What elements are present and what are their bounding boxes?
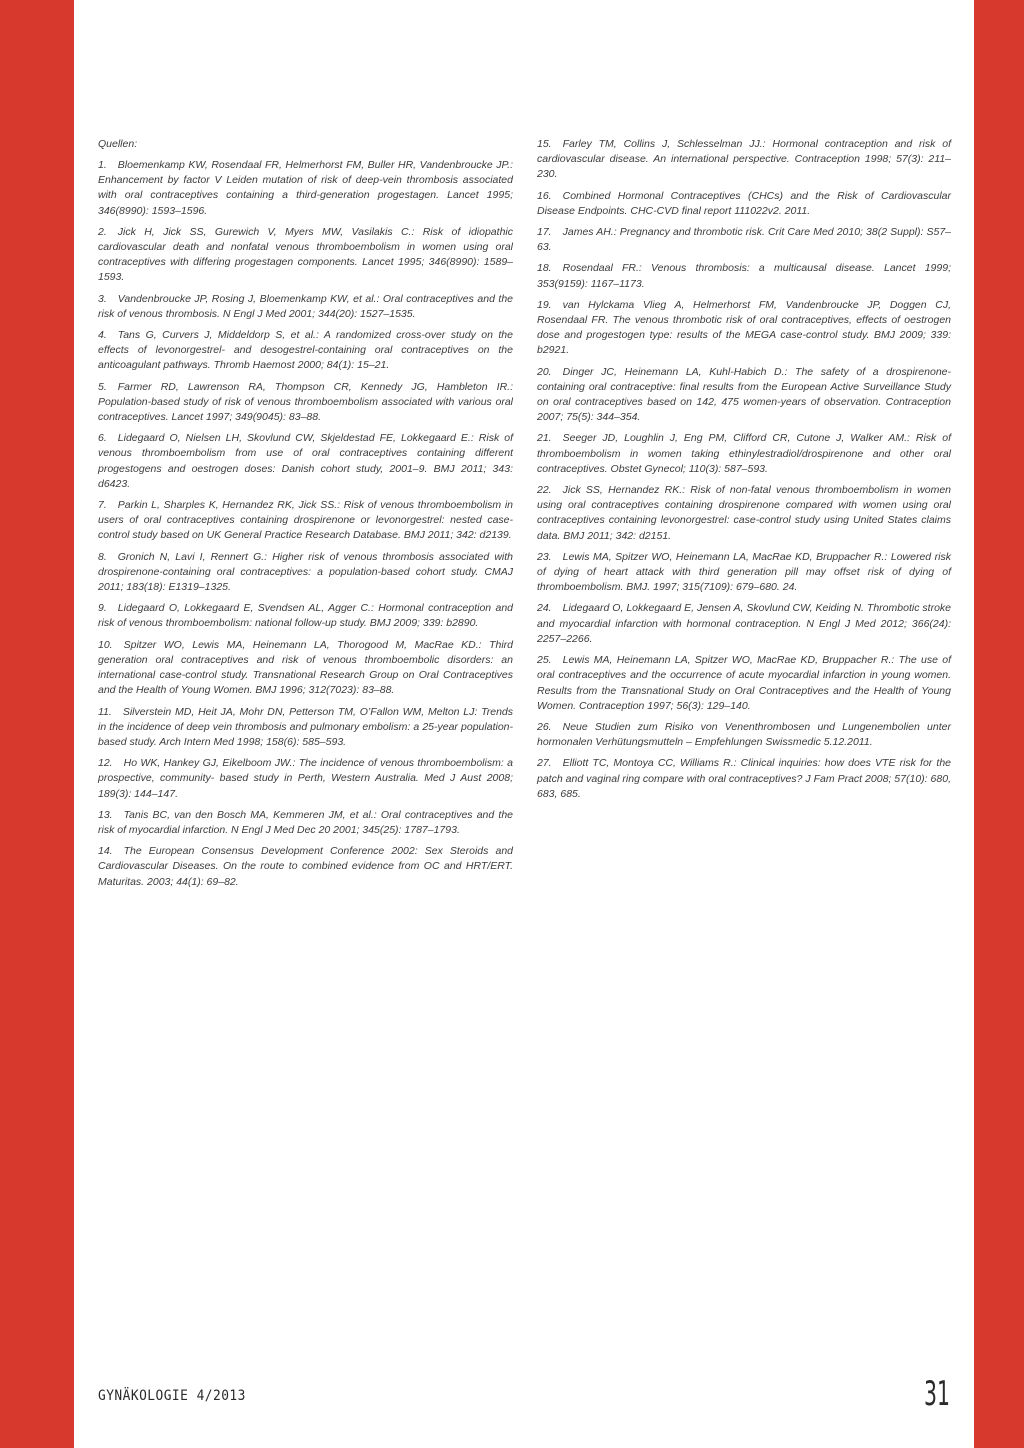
reference-item [537,720,951,750]
reference-number: 9. [98,602,107,615]
reference-item [98,292,513,322]
references-column-left [98,137,513,896]
reference-number: 14. [98,845,113,858]
reference-text: Lidegaard O, Lokkegaard E, Svendsen AL, Agger C.: Hormonal contraception and risk of venous thromboembolism: national follow-up study. BMJ 2009; 339: b2890. [98,602,513,630]
reference-number: 10. [98,638,113,651]
reference-text: Tans G, Curvers J, Middeldorp S, et al.: A randomized cross-over study on the effects of levonorgestrel- and desogestrel-containing oral contraceptives on the anticoagulant pathways. Thromb Haemost 2000; 84(1): 15–21. [98,329,513,372]
reference-number: 22. [537,484,552,497]
reference-item [98,380,513,426]
reference-item [537,431,951,477]
reference-text: Jick SS, Hernandez RK.: Risk of non-fatal venous thromboembolism in women using oral contraceptives containing drospirenone compared with women using oral contraceptives containing levonorgestrel: case-control study using United States claims data. BMJ 2011; 342: d2151. [537,484,951,542]
reference-text: Gronich N, Lavi I, Rennert G.: Higher risk of venous thrombosis associated with drospirenone-containing oral contraceptives: a population-based cohort study. CMAJ 2011; 183(18): E1319–1325. [98,550,513,594]
reference-text: Rosendaal FR.: Venous thrombosis: a multicausal disease. Lancet 1999; 353(9159): 1167–1173. [537,262,951,290]
reference-number: 26. [537,720,552,733]
reference-item [537,298,951,359]
reference-text: Seeger JD, Loughlin J, Eng PM, Clifford CR, Cutone J, Walker AM.: Risk of thromboembolism in women taking ethinylestradiol/drospirenone and other oral contraceptives. Obstet Gynecol; 110(3): 587–593. [537,432,951,475]
reference-text: Farley TM, Collins J, Schlesselman JJ.: Hormonal contraception and risk of cardiovascular disease. An international perspective. Contraception 1998; 57(3): 211–230. [537,138,951,181]
reference-item [98,431,513,492]
reference-text: Lewis MA, Heinemann LA, Spitzer WO, MacRae KD, Bruppacher R.: The use of oral contraceptives and the occurrence of acute myocardial infarction in young women. Results from the Transnational Study on Oral Contraceptives and the Health of Young Women. Contraception 1997; 56(3): 129–140. [537,654,951,712]
reference-number: 4. [98,329,107,342]
reference-item [537,601,951,647]
reference-text: Elliott TC, Montoya CC, Williams R.: Clinical inquiries: how does VTE risk for the patch and vaginal ring compare with oral contraceptives? J Fam Pract 2008; 57(10): 680, 683, 685. [537,757,951,800]
left-red-margin-bar [0,0,74,1448]
reference-text: Bloemenkamp KW, Rosendaal FR, Helmerhorst FM, Buller HR, Vandenbroucke JP.: Enhancement by factor V Leiden mutation of risk of deep-vein thrombosis associated with oral contraceptives containing a third-generation progestagen. Lancet 1995; 346(8990): 1593–1596. [98,159,513,217]
reference-item [98,601,513,631]
reference-text: Parkin L, Sharples K, Hernandez RK, Jick SS.: Risk of venous thromboembolism in users of oral contraceptives containing drospirenone or levonorgestrel: nested case-control study based on UK General Practice Research Database. BMJ 2011; 342: d2139. [98,499,513,542]
reference-number: 24. [537,602,552,615]
reference-item [537,365,951,426]
reference-number: 7. [98,499,107,512]
reference-number: 13. [98,808,113,821]
reference-text: Spitzer WO, Lewis MA, Heinemann LA, Thorogood M, MacRae KD.: Third generation oral contraceptives and risk of venous thromboembolic disorders: an international case-control study. Transnational Research Group on Oral Contraceptives and the Health of Young Women. BMJ 1996; 312(7023): 83–88. [98,638,513,697]
references-column-right [537,137,951,808]
reference-item [537,261,951,291]
reference-text: Jick H, Jick SS, Gurewich V, Myers MW, Vasilakis C.: Risk of idiopathic cardiovascular death and nonfatal venous thromboembolism in women using oral contraceptives with differing progestagen components. Lancet 1995; 346(8990): 1589–1593. [98,225,513,284]
page-number: 31 [924,1374,950,1414]
reference-number: 15. [537,138,552,150]
reference-item [98,638,513,699]
reference-item [537,483,951,544]
reference-number: 27. [537,757,552,770]
right-red-margin-bar [974,0,1024,1448]
reference-list-left [98,158,513,890]
reference-item [98,705,513,751]
reference-text: Lidegaard O, Nielsen LH, Skovlund CW, Skjeldestad FE, Lokkegaard E.: Risk of venous thromboembolism from use of oral contraceptives containing different progestogens and oestrogen doses: Danish cohort study, 2001–9. BMJ 2011; 343: d6423. [98,432,513,490]
reference-text: Farmer RD, Lawrenson RA, Thompson CR, Kennedy JG, Hambleton IR.: Population-based study of risk of venous thromboembolism associated with various oral contraceptives. Lancet 1997; 349(9045): 83–88. [98,380,513,424]
reference-number: 17. [537,226,552,239]
reference-item [537,225,951,255]
reference-number: 23. [537,550,552,563]
reference-item [98,225,513,286]
reference-text: James AH.: Pregnancy and thrombotic risk. Crit Care Med 2010; 38(2 Suppl): S57–63. [537,226,951,254]
reference-item [98,808,513,838]
reference-number: 18. [537,262,552,275]
reference-number: 1. [98,159,107,171]
reference-item [98,328,513,374]
reference-text: Neue Studien zum Risiko von Venenthrombosen und Lungenembolien unter hormonalen Verhütungsmutteln – Empfehlungen Swissmedic 5.12.2011. [537,720,951,749]
reference-item [537,756,951,802]
reference-number: 19. [537,298,552,311]
reference-text: Lewis MA, Spitzer WO, Heinemann LA, MacRae KD, Bruppacher R.: Lowered risk of dying of heart attack with third generation pill may offset risk of dying of thromboembolism. BMJ. 1997; 315(7109): 679–680. 24. [537,550,951,594]
references-heading: Quellen: [98,138,138,150]
reference-number: 5. [98,380,107,393]
reference-text: The European Consensus Development Conference 2002: Sex Steroids and Cardiovascular Diseases. On the route to combined evidence from OC and HRT/ERT. Maturitas. 2003; 44(1): 69–82. [98,845,513,888]
reference-number: 25. [537,654,552,667]
reference-number: 6. [98,432,107,445]
reference-number: 8. [98,550,107,563]
reference-text: Vandenbroucke JP, Rosing J, Bloemenkamp KW, et al.: Oral contraceptives and the risk of venous thrombosis. N Engl J Med 2001; 344(20): 1527–1535. [98,292,513,320]
reference-item [537,550,951,596]
reference-item [537,137,951,183]
reference-text: Tanis BC, van den Bosch MA, Kemmeren JM, et al.: Oral contraceptives and the risk of myocardial infarction. N Engl J Med Dec 20 2001; 345(25): 1787–1793. [98,808,513,836]
reference-text: Ho WK, Hankey GJ, Eikelboom JW.: The incidence of venous thromboembolism: a prospective, community- based study in Perth, Western Australia. Med J Aust 2008; 189(3): 144–147. [98,757,513,800]
reference-item [537,653,951,714]
reference-list-right [537,137,951,802]
reference-text: van Hylckama Vlieg A, Helmerhorst FM, Vandenbroucke JP, Doggen CJ, Rosendaal FR. The venous thrombotic risk of oral contraceptives, effects of oestrogen dose and progestogen type: results of the MEGA case-control study. BMJ 2009; 339: b2921. [537,298,951,357]
reference-text: Combined Hormonal Contraceptives (CHCs) and the Risk of Cardiovascular Disease Endpoints. CHC-CVD final report 111022v2. 2011. [537,189,951,217]
reference-number: 16. [537,189,552,202]
reference-number: 11. [98,705,112,718]
reference-number: 2. [98,225,107,238]
reference-text: Lidegaard O, Lokkegaard E, Jensen A, Skovlund CW, Keiding N. Thrombotic stroke and myocardial infarction with hormonal contraception. N Engl J Med 2012; 366(24): 2257–2266. [537,602,951,645]
reference-number: 12. [98,757,113,770]
reference-number: 3. [98,292,107,305]
reference-number: 21. [537,432,552,445]
journal-issue-footer: GYNÄKOLOGIE 4/2013 [98,1388,246,1404]
reference-item [98,498,513,544]
reference-item [98,158,513,219]
reference-text: Dinger JC, Heinemann LA, Kuhl-Habich D.: The safety of a drospirenone-containing oral contraceptive: final results from the European Active Surveillance Study on oral contraceptives based on 142, 475 women-years of observation. Contraception 2007; 75(5): 344–354. [537,365,951,424]
reference-item [98,550,513,596]
reference-item [537,189,951,219]
reference-item [98,844,513,890]
reference-number: 20. [537,365,552,378]
reference-text: Silverstein MD, Heit JA, Mohr DN, Petterson TM, O’Fallon WM, Melton LJ: Trends in the incidence of deep vein thrombosis and pulmonary embolism: a 25-year population-based study. Arch Intern Med 1998; 158(6): 585–593. [98,705,513,748]
reference-item [98,756,513,802]
